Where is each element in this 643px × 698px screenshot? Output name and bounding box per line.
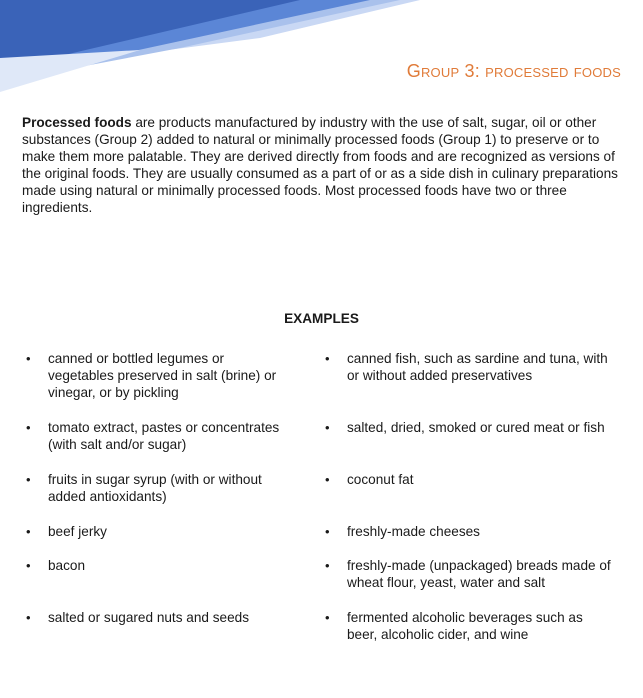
bullet-icon: • [325, 472, 330, 487]
list-item-text: freshly-made (unpackaged) breads made of wheat flour, yeast, water and salt [347, 558, 611, 590]
list-item-text: canned or bottled legumes or vegetables preserved in salt (brine) or vinegar, or by pickling [48, 351, 277, 400]
intro-bold-term: Processed foods [22, 114, 132, 130]
bullet-icon: • [325, 558, 330, 573]
list-item-text: coconut fat [347, 472, 414, 487]
intro-text: are products manufactured by industry with the use of salt, sugar, oil or other substances (Group 2) added to natural or minimally processed foods (Group 1) to preserve or to make them more palatable. They are derived directly from foods and are recognized as versions of the original foods. They are usually consumed as a part of or as a side dish in culinary preparations made using natural or minimally processed foods. Most processed foods have two or three ingredients. [22, 114, 618, 215]
bullet-icon: • [325, 351, 330, 366]
list-item-text: canned fish, such as sardine and tuna, with or without added preservatives [347, 351, 608, 383]
list-item-text: salted or sugared nuts and seeds [48, 610, 250, 625]
bullet-icon: • [26, 610, 31, 625]
header-banner-graphic [0, 0, 643, 100]
bullet-icon: • [325, 524, 330, 539]
list-item-text: fermented alcoholic beverages such as beer, alcoholic cider, and wine [347, 610, 583, 642]
list-item-text: tomato extract, pastes or concentrates (with salt and/or sugar) [48, 420, 280, 452]
bullet-icon: • [325, 420, 330, 435]
intro-paragraph [22, 114, 624, 216]
bullet-icon: • [26, 351, 31, 366]
page-title: Group 3: processed foods [406, 61, 621, 81]
bullet-icon: • [26, 558, 31, 573]
list-item-text: salted, dried, smoked or cured meat or fish [347, 420, 605, 435]
bullet-icon: • [26, 472, 31, 487]
bullet-icon: • [26, 420, 31, 435]
list-item-text: beef jerky [48, 524, 107, 539]
list-item-text: freshly-made cheeses [347, 524, 480, 539]
list-item-text: fruits in sugar syrup (with or without added antioxidants) [48, 472, 262, 504]
bullet-icon: • [325, 610, 330, 625]
list-item-text: bacon [48, 558, 86, 573]
examples-heading: EXAMPLES [284, 311, 359, 326]
bullet-icon: • [26, 524, 31, 539]
